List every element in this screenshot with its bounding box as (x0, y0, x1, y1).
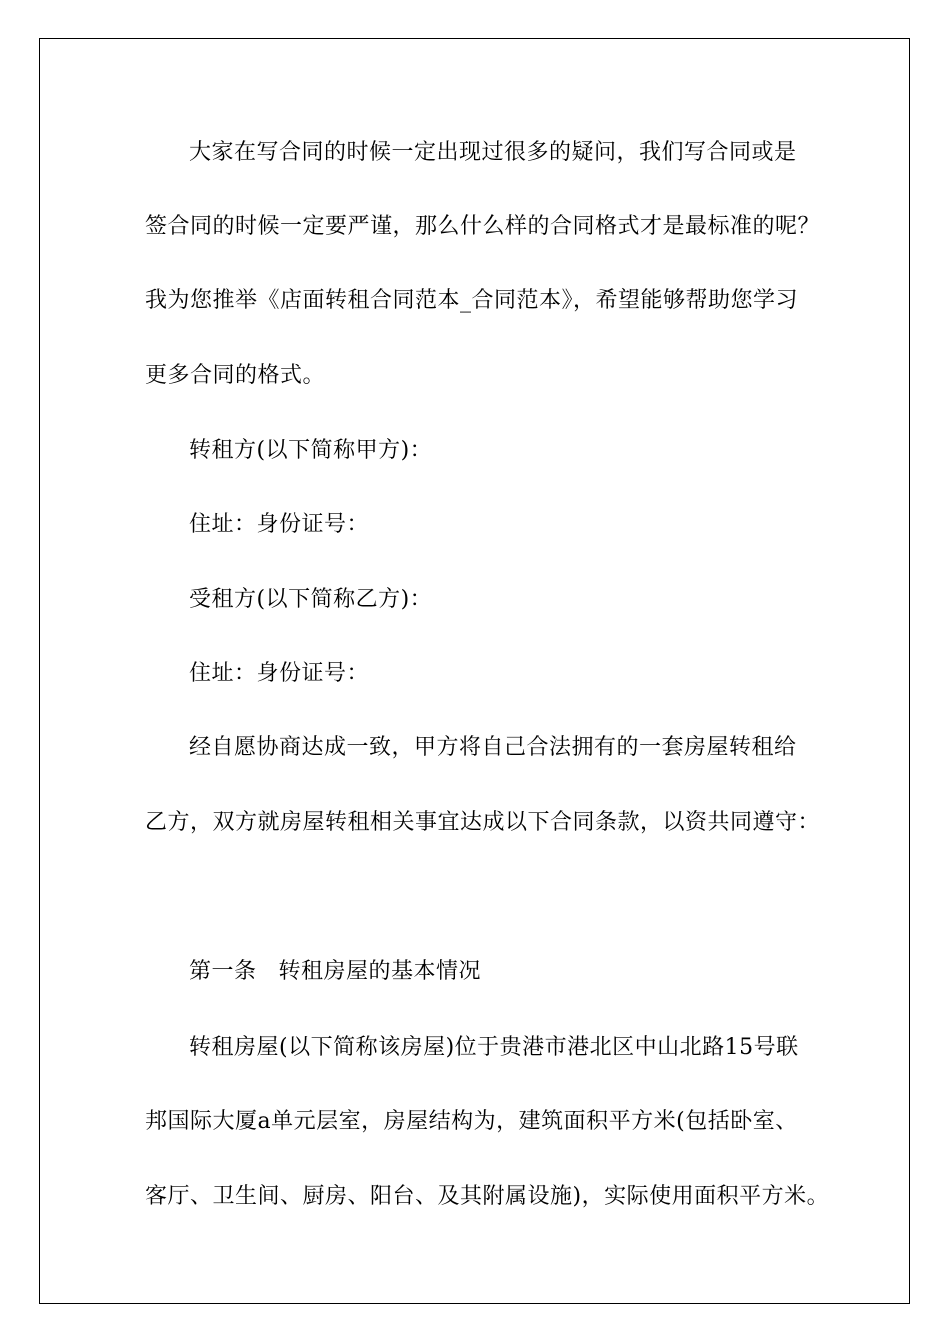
article-1-body-line-3: 客厅、卫生间、厨房、阳台、及其附属设施)，实际使用面积平方米。 (145, 1184, 830, 1209)
intro-line-4: 更多合同的格式。 (145, 363, 326, 388)
intro-line-3: 我为您推举《店面转租合同范本_合同范本》，希望能够帮助您学习 (145, 288, 799, 313)
party-b-address: 住址：身份证号： (189, 661, 370, 686)
article-1-heading (189, 957, 481, 987)
party-a-address: 住址：身份证号： (189, 512, 370, 537)
agreement-line-2: 乙方，双方就房屋转租相关事宜达成以下合同条款，以资共同遵守： (145, 810, 821, 835)
party-b-label: 受租方(以下简称乙方)： (189, 587, 433, 612)
article-1-body-line-2: 邦国际大厦a单元层室，房屋结构为，建筑面积平方米(包括卧室、 (145, 1109, 798, 1134)
party-a-label: 转租方(以下简称甲方)： (189, 438, 433, 463)
article-1-body-line-1: 转租房屋(以下简称该房屋)位于贵港市港北区中山北路15号联 (189, 1035, 799, 1060)
article-1-title: 转租房屋的基本情况 (278, 959, 482, 984)
intro-line-1: 大家在写合同的时候一定出现过很多的疑问，我们写合同或是 (189, 140, 797, 165)
article-1-number: 第一条 (189, 959, 257, 984)
intro-line-2: 签合同的时候一定要严谨，那么什么样的合同格式才是最标准的呢？ (145, 214, 821, 239)
agreement-line-1: 经自愿协商达成一致，甲方将自己合法拥有的一套房屋转租给 (189, 735, 797, 760)
